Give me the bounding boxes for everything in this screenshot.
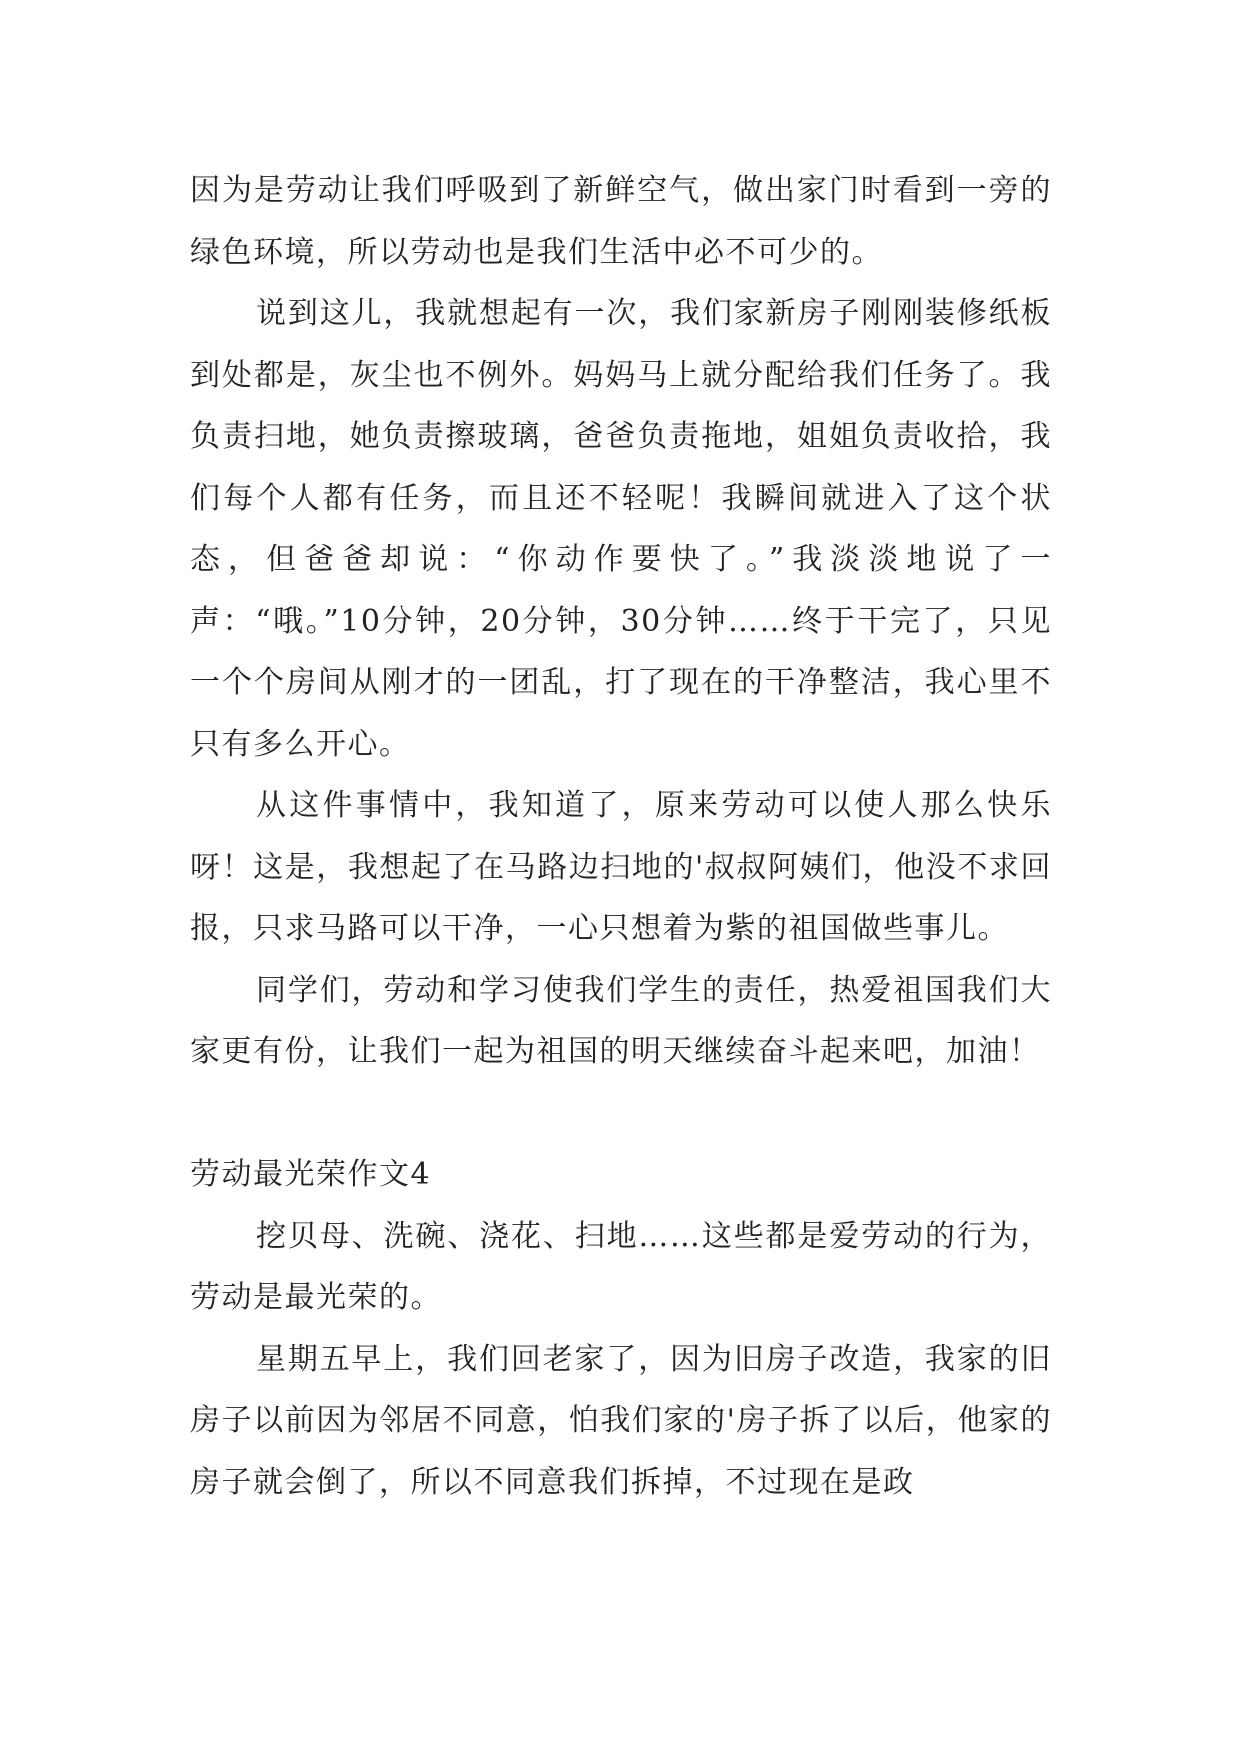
- paragraph-4: 同学们，劳动和学习使我们学生的责任，热爱祖国我们大家更有份，让我们一起为祖国的明天继续奋斗起来吧，加油！: [190, 972, 1052, 1069]
- document-body: [190, 160, 1052, 1513]
- paragraph-3: 从这件事情中，我知道了，原来劳动可以使人那么快乐呀！这是，我想起了在马路边扫地的'叔叔阿姨们，他没不求回报，只求马路可以干净，一心只想着为紫的祖国做些事儿。: [190, 788, 1052, 946]
- section-title: 劳动最光荣作文4: [190, 1157, 432, 1192]
- paragraph-6: 星期五早上，我们回老家了，因为旧房子改造，我家的旧房子以前因为邻居不同意，怕我们家的'房子拆了以后，他家的房子就会倒了，所以不同意我们拆掉，不过现在是政: [190, 1341, 1052, 1500]
- section-gap: [190, 1083, 1052, 1145]
- paragraph-1: 因为是劳动让我们呼吸到了新鲜空气，做出家门时看到一旁的绿色环境，所以劳动也是我们生活中必不可少的。: [190, 173, 1052, 270]
- paragraph-5: 挖贝母、洗碗、浇花、扫地……这些都是爱劳动的行为，劳动是最光荣的。: [190, 1218, 1052, 1315]
- paragraph-2: 说到这儿，我就想起有一次，我们家新房子刚刚装修纸板到处都是，灰尘也不例外。妈妈马上就分配给我们任务了。我负责扫地，她负责擦玻璃，爸爸负责拖地，姐姐负责收拾，我们每个人都有任务，而且还不轻呢！我瞬间就进入了这个状态，但爸爸却说：“你动作要快了。”我淡淡地说了一声：“哦。”10分钟，20分钟，30分钟……终于干完了，只见一个个房间从刚才的一团乱，打了现在的干净整洁，我心里不只有多么开心。: [190, 296, 1052, 762]
